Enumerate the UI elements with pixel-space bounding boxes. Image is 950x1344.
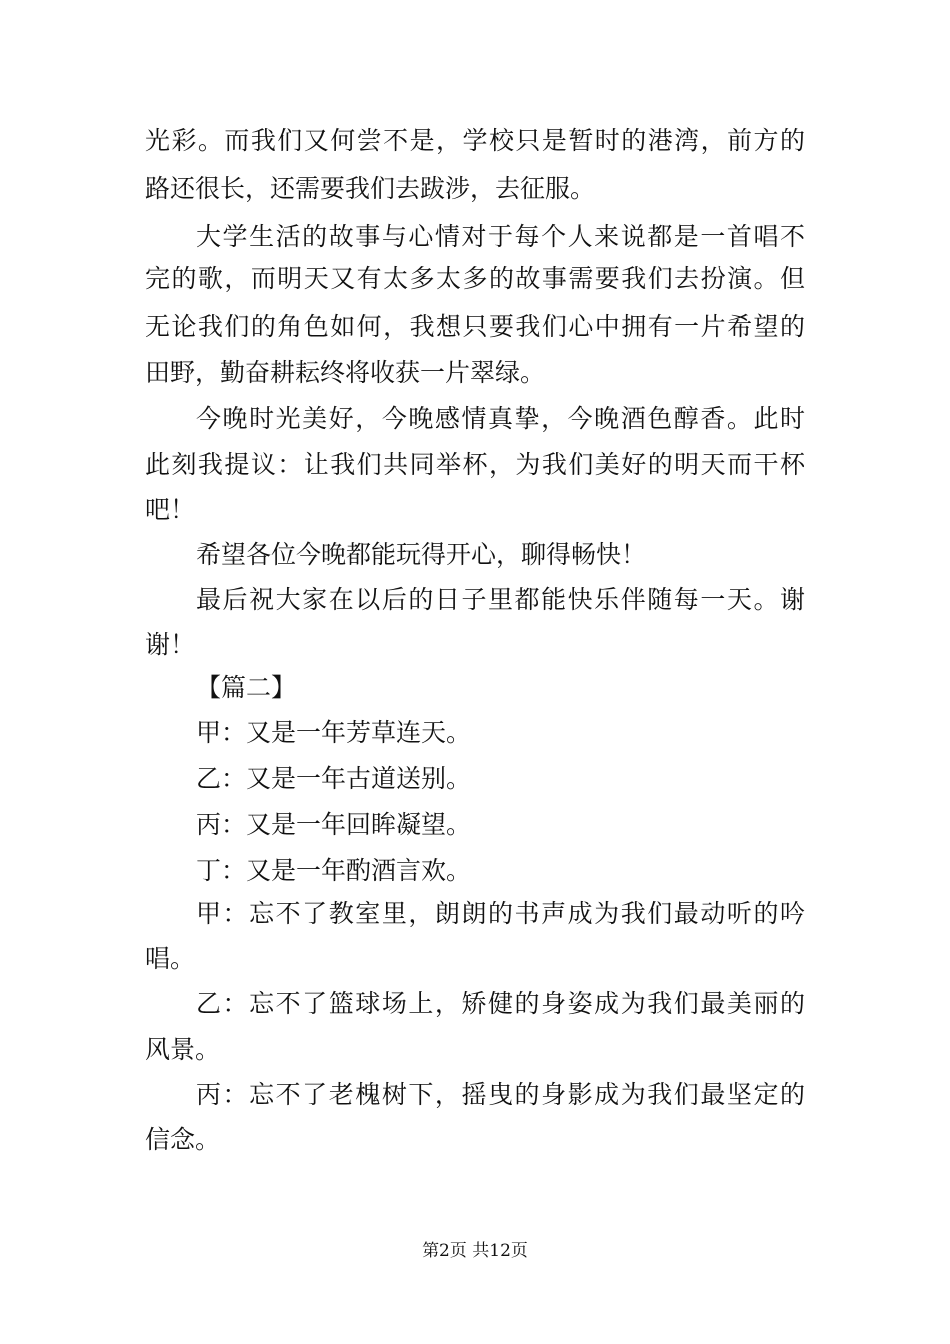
dialogue-line: 丙：忘不了老槐树下，摇曳的身影成为我们最坚定的 — [196, 1080, 805, 1109]
page-footer: 第2页 共12页 — [422, 1241, 528, 1261]
text-line: 完的歌，而明天又有太多太多的故事需要我们去扮演。但 — [145, 264, 805, 293]
text-line: 谢！ — [145, 630, 196, 659]
text-line: 今晚时光美好，今晚感情真挚，今晚酒色醇香。此时 — [196, 404, 805, 433]
text-line: 此刻我提议：让我们共同举杯，为我们美好的明天而干杯 — [145, 450, 805, 479]
text-line: 吧！ — [145, 495, 196, 524]
dialogue-line: 丙：又是一年回眸凝望。 — [196, 810, 472, 839]
section-heading: 【篇二】 — [196, 673, 297, 702]
text-line: 路还很长，还需要我们去跋涉，去征服。 — [145, 174, 596, 203]
dialogue-line: 信念。 — [145, 1125, 221, 1154]
dialogue-line: 丁：又是一年酌酒言欢。 — [196, 856, 472, 885]
dialogue-line: 乙：忘不了篮球场上，矫健的身姿成为我们最美丽的 — [196, 989, 805, 1018]
text-line: 希望各位今晚都能玩得开心，聊得畅快！ — [196, 540, 647, 569]
dialogue-line: 甲：忘不了教室里，朗朗的书声成为我们最动听的吟 — [196, 899, 805, 928]
text-line: 田野，勤奋耕耘终将收获一片翠绿。 — [145, 358, 546, 387]
dialogue-line: 唱。 — [145, 944, 196, 973]
dialogue-line: 风景。 — [145, 1035, 221, 1064]
text-line: 无论我们的角色如何，我想只要我们心中拥有一片希望的 — [145, 312, 805, 341]
text-line: 最后祝大家在以后的日子里都能快乐伴随每一天。谢 — [196, 585, 805, 614]
dialogue-line: 甲：又是一年芳草连天。 — [196, 718, 472, 747]
dialogue-line: 乙：又是一年古道送别。 — [196, 764, 472, 793]
text-line: 光彩。而我们又何尝不是，学校只是暂时的港湾，前方的 — [145, 126, 805, 155]
text-line: 大学生活的故事与心情对于每个人来说都是一首唱不 — [196, 222, 805, 251]
